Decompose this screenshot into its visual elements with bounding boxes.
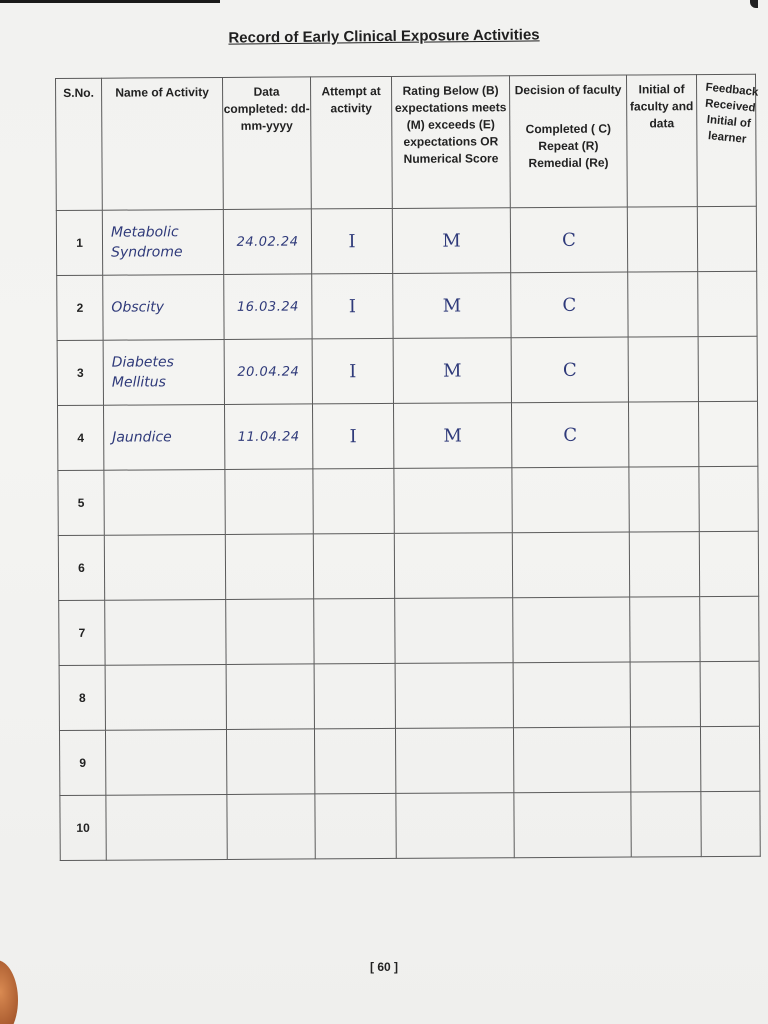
table-row	[58, 466, 758, 535]
row-feedback	[700, 661, 759, 726]
row-feedback	[698, 336, 757, 401]
row-attempt	[314, 663, 395, 728]
row-date	[226, 664, 314, 730]
row-date: 20.04.24	[224, 339, 312, 405]
row-sno: 4	[58, 405, 104, 470]
row-decision: C	[511, 402, 628, 468]
row-sno: 3	[57, 340, 103, 405]
row-sno: 7	[59, 600, 105, 665]
row-date	[226, 729, 314, 795]
row-initial	[629, 467, 699, 532]
header-rating: Rating Below (B) expectations meets (M) exceeds (E) expectations OR Numerical Score	[391, 76, 510, 209]
header-decision	[509, 75, 627, 208]
table-row	[56, 206, 756, 275]
row-activity-name	[105, 664, 226, 730]
row-decision	[512, 467, 629, 533]
row-sno: 8	[59, 665, 105, 730]
row-activity-name: Diabetes Mellitus	[103, 339, 224, 405]
row-date	[225, 469, 313, 535]
row-rating: M	[393, 403, 511, 469]
row-initial	[630, 662, 700, 727]
row-rating	[394, 468, 512, 534]
header-date: Data completed: dd-mm-yyyy	[222, 77, 311, 210]
header-row	[56, 74, 757, 210]
row-rating	[395, 598, 513, 664]
row-date: 16.03.24	[224, 274, 312, 340]
row-rating: M	[392, 208, 510, 274]
activity-table-wrapper	[55, 74, 760, 874]
row-decision: C	[510, 207, 627, 273]
row-feedback	[700, 596, 759, 661]
row-initial	[628, 402, 698, 467]
row-activity-name	[104, 534, 225, 600]
row-rating: M	[393, 338, 511, 404]
row-attempt	[314, 598, 395, 663]
header-attempt: Attempt at activity	[310, 76, 392, 208]
header-decision-main: Decision of faculty	[514, 82, 622, 98]
header-sno: S.No.	[56, 78, 103, 210]
row-attempt	[313, 468, 394, 533]
row-attempt	[314, 728, 395, 793]
row-activity-name: Obscity	[103, 274, 224, 340]
table-row	[57, 271, 757, 340]
header-feedback: Feedback Received Initial of learner	[691, 72, 763, 209]
row-activity-name: Metabolic Syndrome	[102, 209, 223, 275]
row-sno: 1	[56, 210, 102, 275]
row-date	[226, 599, 314, 665]
row-decision	[512, 532, 629, 598]
row-attempt: I	[311, 208, 392, 273]
row-activity-name: Jaundice	[103, 404, 224, 470]
table-row	[58, 401, 758, 470]
row-attempt	[315, 793, 396, 858]
row-rating	[395, 728, 513, 794]
row-sno: 6	[58, 535, 104, 600]
row-attempt	[313, 533, 394, 598]
row-decision	[513, 727, 630, 793]
table-row	[59, 661, 759, 730]
page-number: [ 60 ]	[369, 960, 398, 974]
row-date: 11.04.24	[224, 404, 312, 470]
row-rating	[395, 663, 513, 729]
row-decision	[514, 792, 631, 858]
row-feedback	[698, 271, 757, 336]
row-decision	[513, 597, 630, 663]
table-row	[59, 596, 759, 665]
row-activity-name	[104, 469, 225, 535]
row-sno: 9	[59, 730, 105, 795]
header-decision-sub: Completed ( C) Repeat (R) Remedial (Re)	[525, 121, 612, 171]
header-name: Name of Activity	[102, 77, 224, 210]
table-row	[57, 336, 757, 405]
row-feedback	[699, 531, 758, 596]
row-feedback	[697, 206, 756, 271]
table-body	[56, 206, 760, 860]
table-row	[59, 726, 759, 795]
row-initial	[631, 792, 701, 857]
row-initial	[629, 532, 699, 597]
activity-table	[55, 74, 761, 861]
table-row	[58, 531, 758, 600]
row-attempt: I	[312, 273, 393, 338]
binding-edge	[0, 0, 220, 3]
row-activity-name	[105, 599, 226, 665]
row-activity-name	[105, 729, 226, 795]
row-sno: 10	[60, 795, 106, 860]
row-feedback	[699, 466, 758, 531]
corner-mark	[750, 0, 758, 8]
row-feedback	[698, 401, 757, 466]
page-title: Record of Early Clinical Exposure Activities	[228, 26, 540, 47]
row-initial	[628, 272, 698, 337]
row-date	[227, 794, 315, 860]
row-initial	[628, 337, 698, 402]
row-decision	[513, 662, 630, 728]
row-decision: C	[511, 272, 628, 338]
row-initial	[627, 207, 697, 272]
row-feedback	[701, 791, 760, 856]
row-attempt: I	[312, 338, 393, 403]
row-sno: 2	[57, 275, 103, 340]
row-date: 24.02.24	[223, 209, 311, 275]
row-attempt: I	[312, 403, 393, 468]
row-date	[225, 534, 313, 600]
table-row	[60, 791, 760, 860]
row-decision: C	[511, 337, 628, 403]
row-initial	[630, 727, 700, 792]
row-initial	[630, 597, 700, 662]
row-rating	[394, 533, 512, 599]
row-activity-name	[106, 794, 227, 860]
row-sno: 5	[58, 470, 104, 535]
row-rating	[396, 793, 514, 859]
row-feedback	[700, 726, 759, 791]
row-rating: M	[393, 273, 511, 339]
header-initial: Initial of faculty and data	[626, 75, 697, 207]
